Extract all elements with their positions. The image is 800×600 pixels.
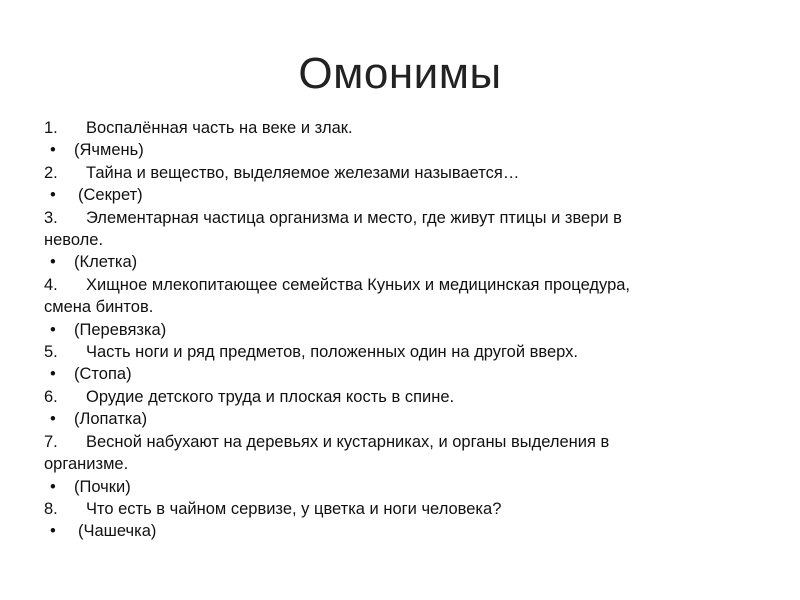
bullet-icon: • bbox=[50, 365, 56, 384]
question-item bbox=[44, 498, 764, 520]
answer-text: (Стопа) bbox=[74, 365, 132, 384]
question-text: Орудие детского труда и плоская кость в спине. bbox=[86, 387, 455, 406]
bullet-icon: • bbox=[50, 253, 56, 272]
item-number: 1. bbox=[44, 119, 58, 137]
item-number: 3. bbox=[44, 208, 58, 227]
answer-item bbox=[44, 319, 764, 341]
bullet-icon: • bbox=[50, 320, 56, 339]
item-number: 4. bbox=[44, 275, 58, 294]
answer-text: (Чашечка) bbox=[78, 522, 157, 541]
question-item bbox=[44, 162, 764, 184]
bullet-icon: • bbox=[50, 410, 56, 429]
question-continuation: смена бинтов. bbox=[44, 298, 154, 317]
question-item bbox=[44, 117, 764, 139]
bullet-icon: • bbox=[50, 141, 56, 160]
question-item bbox=[44, 274, 764, 296]
item-number: 6. bbox=[44, 387, 58, 406]
bullet-icon: • bbox=[50, 477, 56, 496]
answer-item bbox=[44, 363, 764, 385]
item-number: 5. bbox=[44, 343, 58, 362]
question-text: Хищное млекопитающее семейства Куньих и медицинская процедура, bbox=[86, 275, 631, 294]
item-number: 7. bbox=[44, 432, 58, 451]
slide-title: Омонимы bbox=[298, 49, 502, 98]
question-list bbox=[44, 117, 764, 543]
question-text: Часть ноги и ряд предметов, положенных один на другой вверх. bbox=[86, 343, 578, 362]
bullet-icon: • bbox=[50, 522, 56, 541]
answer-item bbox=[44, 408, 764, 430]
answer-item bbox=[44, 184, 764, 206]
question-item bbox=[44, 207, 764, 229]
answer-text: (Клетка) bbox=[74, 253, 138, 272]
question-text: Воспалённая часть на веке и злак. bbox=[86, 119, 353, 137]
item-number: 8. bbox=[44, 499, 58, 518]
answer-text: (Лопатка) bbox=[74, 410, 148, 429]
question-continuation: организме. bbox=[44, 455, 129, 474]
answer-text: (Ячмень) bbox=[74, 141, 144, 160]
answer-item bbox=[44, 520, 764, 542]
question-text: Что есть в чайном сервизе, у цветка и ноги человека? bbox=[86, 499, 502, 518]
answer-item bbox=[44, 139, 764, 161]
question-item bbox=[44, 341, 764, 363]
question-continuation: неволе. bbox=[44, 231, 104, 250]
bullet-icon: • bbox=[50, 186, 56, 205]
question-text: Элементарная частица организма и место, где живут птицы и звери в bbox=[86, 208, 622, 227]
answer-text: (Секрет) bbox=[78, 186, 143, 205]
question-text: Тайна и вещество, выделяемое железами называется… bbox=[86, 163, 520, 182]
answer-item bbox=[44, 251, 764, 273]
answer-text: (Перевязка) bbox=[74, 320, 167, 339]
question-text: Весной набухают на деревьях и кустарниках, и органы выделения в bbox=[86, 432, 610, 451]
question-item bbox=[44, 386, 764, 408]
question-item bbox=[44, 431, 764, 453]
item-number: 2. bbox=[44, 163, 58, 182]
answer-item bbox=[44, 476, 764, 498]
answer-text: (Почки) bbox=[74, 477, 131, 496]
